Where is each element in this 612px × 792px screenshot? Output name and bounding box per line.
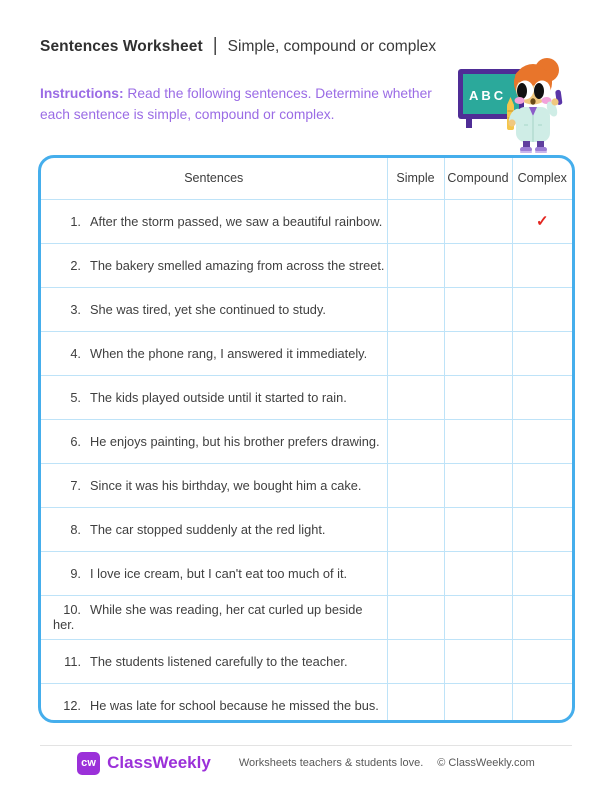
row-number: 6. (70, 433, 81, 449)
sentence-text: While she was reading, her cat curled up beside her. (53, 602, 363, 632)
table-row (41, 419, 572, 463)
answer-cell-compound[interactable] (444, 463, 512, 507)
answer-cell-complex[interactable] (512, 683, 572, 723)
sentence-text: I love ice cream, but I can't eat too much of it. (90, 565, 348, 581)
row-number: 1. (70, 213, 81, 229)
answer-cell-complex[interactable] (512, 375, 572, 419)
answer-cell-complex[interactable] (512, 243, 572, 287)
instructions-text: Instructions: Read the following sentences. Determine whether each sentence is simple, compound or complex. (40, 86, 432, 122)
answer-cell-simple[interactable] (387, 507, 444, 551)
table-row (41, 331, 572, 375)
table-body (41, 199, 572, 723)
sentence-cell (41, 507, 387, 551)
row-number: 3. (70, 301, 81, 317)
sentence-text: When the phone rang, I answered it immediately. (90, 345, 368, 361)
answer-cell-simple[interactable] (387, 199, 444, 243)
sentence-text: After the storm passed, we saw a beautiful rainbow. (90, 213, 383, 229)
sentence-cell (41, 331, 387, 375)
answer-cell-simple[interactable] (387, 683, 444, 723)
row-number: 2. (70, 257, 81, 273)
sentence-text: The bakery smelled amazing from across the street. (90, 257, 385, 273)
table-header-row (41, 158, 572, 199)
table-row (41, 551, 572, 595)
table-row (41, 243, 572, 287)
answer-cell-simple[interactable] (387, 243, 444, 287)
sentence-cell (41, 551, 387, 595)
answer-cell-complex[interactable] (512, 507, 572, 551)
table-row (41, 463, 572, 507)
teacher-illustration (452, 57, 570, 153)
answer-cell-simple[interactable] (387, 331, 444, 375)
answer-cell-simple[interactable] (387, 287, 444, 331)
answer-cell-compound[interactable] (444, 375, 512, 419)
answer-cell-compound[interactable] (444, 551, 512, 595)
sentence-cell (41, 595, 387, 639)
answer-cell-compound[interactable] (444, 683, 512, 723)
sentence-text: He was late for school because he missed the bus. (90, 697, 379, 713)
page-title (40, 36, 436, 58)
answer-cell-compound[interactable] (444, 507, 512, 551)
row-number: 7. (70, 477, 81, 493)
row-number: 11. (64, 653, 81, 669)
row-number: 5. (70, 389, 81, 405)
column-header-complex: Complex (512, 158, 572, 199)
row-number: 10. (63, 602, 81, 617)
column-header-compound: Compound (444, 158, 512, 199)
table-row (41, 595, 572, 639)
row-number: 9. (70, 565, 81, 581)
answer-cell-simple[interactable] (387, 639, 444, 683)
answer-cell-complex[interactable] (512, 463, 572, 507)
answer-cell-compound[interactable] (444, 595, 512, 639)
table-row (41, 683, 572, 723)
table-row (41, 639, 572, 683)
table-row (41, 507, 572, 551)
sentence-cell (41, 243, 387, 287)
answer-cell-compound[interactable] (444, 639, 512, 683)
sentence-text: She was tired, yet she continued to study. (90, 301, 326, 317)
answer-cell-simple[interactable] (387, 375, 444, 419)
sentence-text: The kids played outside until it started to rain. (90, 389, 347, 405)
answer-cell-compound[interactable] (444, 331, 512, 375)
answer-cell-compound[interactable] (444, 199, 512, 243)
answer-cell-simple[interactable] (387, 551, 444, 595)
answer-cell-complex[interactable] (512, 331, 572, 375)
footer-tagline: Worksheets teachers & students love. (238, 757, 424, 769)
sentence-cell (41, 287, 387, 331)
sentence-text: The students listened carefully to the teacher. (90, 653, 348, 669)
answer-cell-simple[interactable] (387, 595, 444, 639)
title-separator: | (212, 35, 218, 56)
column-header-sentences: Sentences (184, 171, 244, 186)
instructions-label: Instructions: (40, 86, 124, 101)
footer-divider (40, 745, 572, 746)
row-number: 4. (70, 345, 81, 361)
row-number: 8. (70, 521, 81, 537)
worksheet-table (38, 155, 575, 723)
answer-cell-simple[interactable] (387, 419, 444, 463)
title-subtitle: Simple, compound or complex (227, 38, 437, 55)
teacher-illustration-svg (452, 57, 570, 153)
logo-wordmark: ClassWeekly (107, 753, 211, 772)
sentence-cell (41, 199, 387, 243)
sentence-text: The car stopped suddenly at the red light. (90, 521, 326, 537)
title-main: Sentences Worksheet (40, 38, 203, 55)
table-row (41, 375, 572, 419)
sentence-cell (41, 463, 387, 507)
classweekly-logo (77, 752, 211, 775)
board-text: ABC (469, 88, 507, 103)
row-number: 12. (63, 697, 81, 713)
answer-cell-complex[interactable] (512, 639, 572, 683)
footer (0, 750, 612, 776)
cw-logo-icon: cw (77, 752, 100, 775)
column-header-simple: Simple (387, 158, 444, 199)
answer-cell-compound[interactable] (444, 243, 512, 287)
sentence-text: Since it was his birthday, we bought him a cake. (90, 477, 362, 493)
answer-cell-complex[interactable] (512, 595, 572, 639)
answer-cell-complex[interactable]: ✓ (512, 199, 572, 243)
sentence-cell (41, 639, 387, 683)
table-row (41, 199, 572, 243)
answer-cell-compound[interactable] (444, 419, 512, 463)
answer-cell-simple[interactable] (387, 463, 444, 507)
sentence-cell (41, 419, 387, 463)
answer-cell-complex[interactable] (512, 419, 572, 463)
sentence-cell (41, 683, 387, 723)
table-row (41, 287, 572, 331)
footer-copyright: © ClassWeekly.com (437, 757, 535, 769)
answer-cell-complex[interactable] (512, 551, 572, 595)
answer-cell-complex[interactable] (512, 287, 572, 331)
sentence-text: He enjoys painting, but his brother prefers drawing. (90, 433, 380, 449)
sentence-cell (41, 375, 387, 419)
answer-cell-compound[interactable] (444, 287, 512, 331)
